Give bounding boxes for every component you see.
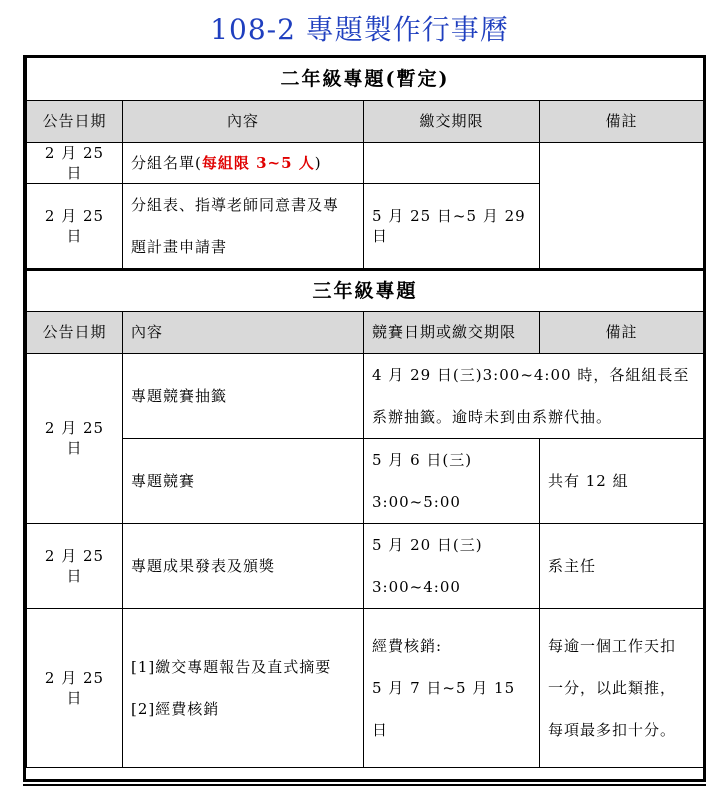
row-deadline: 經費核銷: 5 月 7 日~5 月 15 日 bbox=[364, 608, 540, 767]
row-deadline bbox=[364, 142, 540, 183]
sophomore-section-title-row bbox=[27, 58, 704, 100]
row-content: 專題競賽抽籤 bbox=[123, 353, 364, 438]
row-note: 共有 12 組 bbox=[540, 438, 704, 523]
table-row bbox=[27, 523, 704, 608]
row-content: 專題成果發表及頒獎 bbox=[123, 523, 364, 608]
table-row bbox=[27, 142, 704, 183]
header-date: 公告日期 bbox=[27, 100, 123, 142]
schedule-sheet bbox=[23, 55, 706, 782]
row-date: 2 月 25 日 bbox=[27, 142, 123, 183]
row-date: 2 月 25 日 bbox=[27, 608, 123, 767]
table-row bbox=[27, 438, 704, 523]
row-content: [1]繳交專題報告及直式摘要 [2]經費核銷 bbox=[123, 608, 364, 767]
header-content: 內容 bbox=[123, 311, 364, 353]
row-date: 2 月 25 日 bbox=[27, 183, 123, 269]
bottom-rule bbox=[23, 784, 706, 786]
row-deadline: 5 月 20 日(三) 3:00~4:00 bbox=[364, 523, 540, 608]
row-content: 分組名單(每組限 3~5 人) bbox=[123, 142, 364, 183]
row-deadline: 5 月 25 日~5 月 29 日 bbox=[364, 183, 540, 269]
row-note: 每逾一個工作天扣 一分，以此類推， 每項最多扣十分。 bbox=[540, 608, 704, 767]
row-content: 分組表、指導老師同意書及專 題計畫申請書 bbox=[123, 183, 364, 269]
header-deadline: 競賽日期或繳交期限 bbox=[364, 311, 540, 353]
row-note bbox=[540, 142, 704, 269]
table-row bbox=[27, 608, 704, 767]
row-deadline: 5 月 6 日(三) 3:00~5:00 bbox=[364, 438, 540, 523]
senior-header-row bbox=[27, 311, 704, 353]
row-date: 2 月 25 日 bbox=[27, 353, 123, 523]
row-deadline: 4 月 29 日(三)3:00~4:00 時，各組組長至 系辦抽籤。逾時未到由系辦代抽。 bbox=[364, 353, 704, 438]
schedule-table bbox=[26, 58, 704, 768]
sophomore-header-row bbox=[27, 100, 704, 142]
sophomore-section-title: 二年級專題(暫定) bbox=[27, 58, 704, 100]
header-note: 備註 bbox=[540, 311, 704, 353]
row-note: 系主任 bbox=[540, 523, 704, 608]
header-content: 內容 bbox=[123, 100, 364, 142]
header-deadline: 繳交期限 bbox=[364, 100, 540, 142]
senior-section-title: 三年級專題 bbox=[27, 269, 704, 311]
row-date: 2 月 25 日 bbox=[27, 523, 123, 608]
table-row bbox=[27, 353, 704, 438]
header-date: 公告日期 bbox=[27, 311, 123, 353]
row-content: 專題競賽 bbox=[123, 438, 364, 523]
group-size-highlight: 每組限 3~5 人 bbox=[201, 153, 315, 172]
header-note: 備註 bbox=[540, 100, 704, 142]
senior-section-title-row bbox=[27, 269, 704, 311]
page-title: 108-2 專題製作行事曆 bbox=[210, 13, 509, 46]
